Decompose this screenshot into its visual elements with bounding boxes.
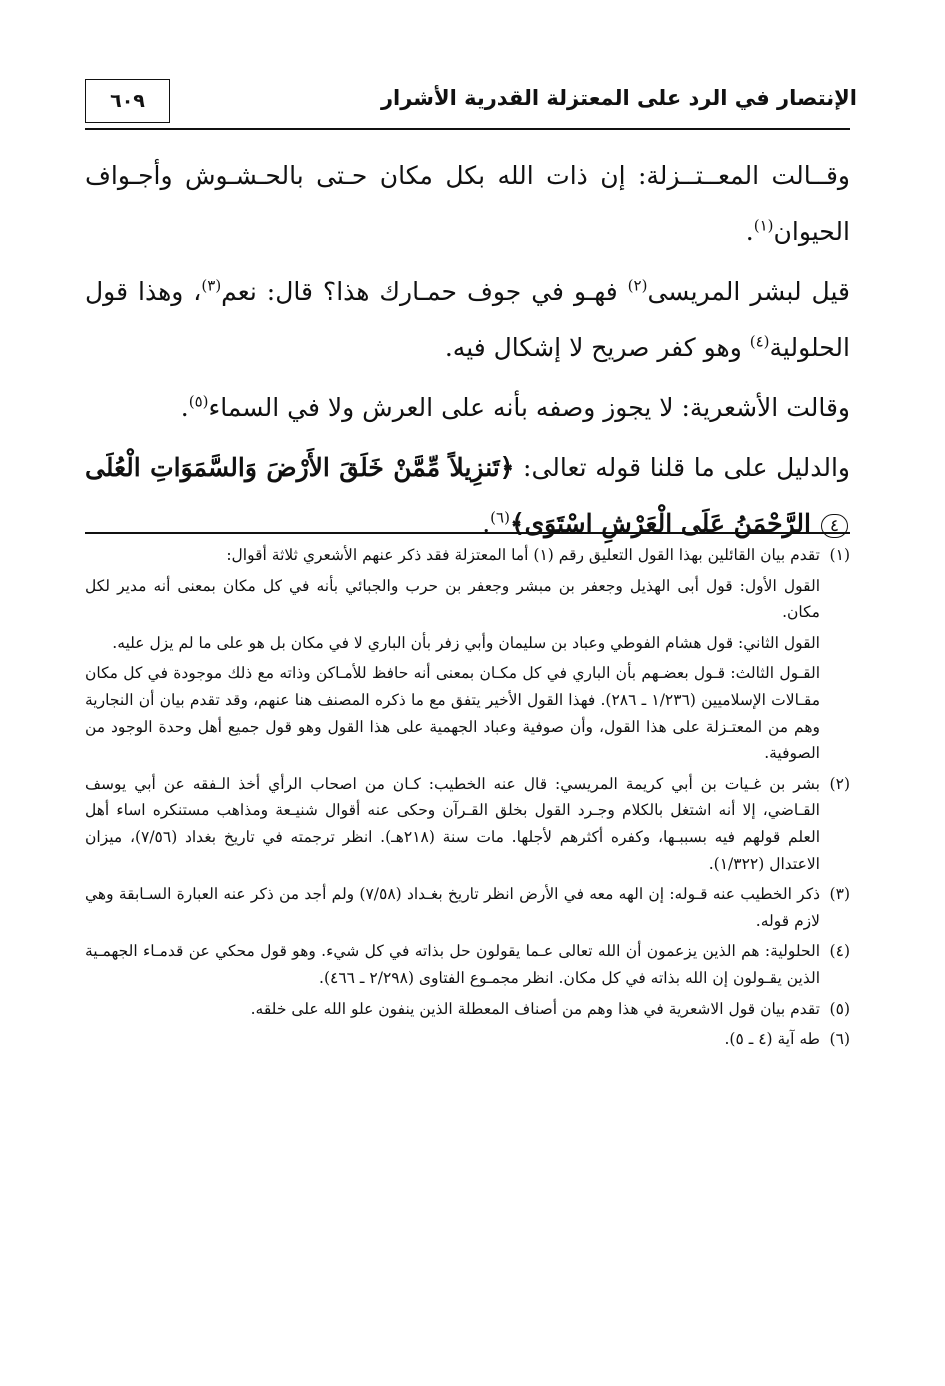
footnote-text: تقدم بيان القائلين بهذا القول التعليق رقم (١) أما المعتزلة فقد ذكر عنهم الأشعري ثلاثة أقوال: xyxy=(226,546,820,564)
paragraph-text: وهو كفر صريح لا إشكال فيه. xyxy=(444,333,750,362)
footnotes-rule xyxy=(85,532,850,534)
paragraph-text: والدليل على ما قلنا قوله تعالى: xyxy=(514,453,850,482)
page-number-box xyxy=(85,79,170,123)
main-paragraph-2 xyxy=(85,264,850,376)
footnote-2 xyxy=(85,771,850,877)
paragraph-end: . xyxy=(180,393,189,422)
footnote-text: القول الثاني: قول هشام الفوطي وعباد بن سليمان وأبي زفر بأن الباري لا في مكان بل هو على ما لم يزل عليه. xyxy=(112,633,820,652)
paragraph-text: وقالت الأشعرية: لا يجوز وصفه بأنه على العرش ولا في السماء xyxy=(208,393,850,422)
footnote-ref-3[interactable]: (٣) xyxy=(201,276,222,295)
footnote-text: تقدم بيان قول الاشعرية في هذا وهم من أصناف المعطلة الذين ينفون علو الله على خلقه. xyxy=(250,999,820,1018)
footnote-ref-5[interactable]: (٥) xyxy=(188,392,209,411)
page-number: ٦٠٩ xyxy=(110,90,145,112)
paragraph-text: فهـو في جوف حمـارك هذا؟ قال: نعم xyxy=(221,277,628,306)
footnote-5 xyxy=(85,996,850,1023)
footnote-6 xyxy=(85,1026,850,1053)
footnote-3 xyxy=(85,881,850,934)
paragraph-text: وقــالت المعــتــزلة: إن ذات الله بكل مكان حـتى بالحـشـوش وأجـواف الحيوان xyxy=(85,161,851,246)
ayah-number-marker: ٤ xyxy=(821,514,848,538)
running-header-title: الإنتصار في الرد على المعتزلة القدرية الأشرار xyxy=(380,86,857,110)
footnote-text: طه آية (٤ ـ ٥). xyxy=(724,1030,820,1049)
footnotes xyxy=(85,542,850,1057)
paragraph-text: قيل لبشر المريسى xyxy=(647,277,850,306)
paragraph-end: . xyxy=(482,509,491,538)
footnote-text: القول الأول: قول أبى الهذيل وجعفر بن مبشر وجعفر بن حرب والجبائي بأنه في كل مكان بمعنى أنه مدير لكل مكان. xyxy=(85,576,820,622)
footnote-4 xyxy=(85,938,850,991)
main-paragraph-1 xyxy=(85,148,850,260)
main-paragraph-3 xyxy=(85,380,850,436)
footnote-number: (٢) xyxy=(829,774,850,793)
footnote-number: (٤) xyxy=(829,942,850,961)
paragraph-text: ، وهذا قول الحلولية xyxy=(85,277,850,362)
footnote-ref-2[interactable]: (٢) xyxy=(627,276,648,295)
footnote-text: القـول الثالث: قـول بعضـهم بأن الباري في كل مكـان بمعنى أنه حافظ للأمـاكن وذاته مع ذلك موجودة في كل مكان مقـالات الإسلاميين (١/٢٣٦ ـ ٢٨٦). فهذا القول الأخير يتفق مع ما ذكره المصنف هنا عنهم، وقد تقدم بيان أن النجارية وهم من المعتـزلة على هذا القول، وأن صوفية وعباد الجهمية على هذا القول وهو قول جميع أهل وحدة الوجود من الصوفية. xyxy=(85,664,820,763)
footnote-number: (٣) xyxy=(829,885,850,904)
footnote-text: بشر بن غـيات بن أبي كريمة المريسي: قال عنه الخطيب: كـان من اصحاب الرأي أخذ الـفقه عن أبي يوسف القـاضي، إلا أنه اشتغل بالكلام وجـرد القول بخلق القـرآن وحكى عنه أقوال شنيـعة ومذاهب مستنكره اساء أهل العلم قولهم فيه بسببـها، وكفره أكثرهم لأجلها. مات سنة (٢١٨هـ). انظر ترجمته في تاريخ بغداد (٧/٥٦)، ميزان الاعتدال (١/٣٢٢). xyxy=(85,774,820,873)
main-text xyxy=(85,148,850,556)
footnote-text: الحلولية: هم الذين يزعمون أن الله تعالى عـما يقولون حل بذاته في كل شيء. وهو قول محكي عن قدمـاء الجهمـية الذين يقـولون إن الله بذاته في كل مكان. انظر مجمـوع الفتاوى (٢/٢٩٨ ـ ٤٦٦). xyxy=(85,942,820,987)
footnote-text: ذكر الخطيب عنه قـوله: إن الهه معه في الأرض انظر تاريخ بغـداد (٧/٥٨) ولم أجد من ذكر عنه العبارة السـابقة وهي لازم قوله. xyxy=(85,885,821,930)
footnote-number: (٦) xyxy=(829,1030,850,1049)
footnote-1 xyxy=(85,542,850,767)
footnote-number: (٥) xyxy=(829,999,850,1018)
quran-verse: الرَّحْمَنُ عَلَى الْعَرْشِ اسْتَوَى﴾ xyxy=(509,509,811,538)
header-rule xyxy=(85,128,850,130)
footnote-ref-4[interactable]: (٤) xyxy=(749,332,770,351)
footnote-number: (١) xyxy=(829,546,850,564)
main-paragraph-4 xyxy=(85,440,850,552)
footnote-ref-6[interactable]: (٦) xyxy=(490,508,510,527)
paragraph-end: . xyxy=(745,217,754,246)
quran-verse: ﴿تَنزِيلاً مِّمَّنْ خَلَقَ الأَرْضَ وَالسَّمَوَاتِ الْعُلَى xyxy=(85,453,515,482)
footnote-ref-1[interactable]: (١) xyxy=(753,216,774,235)
